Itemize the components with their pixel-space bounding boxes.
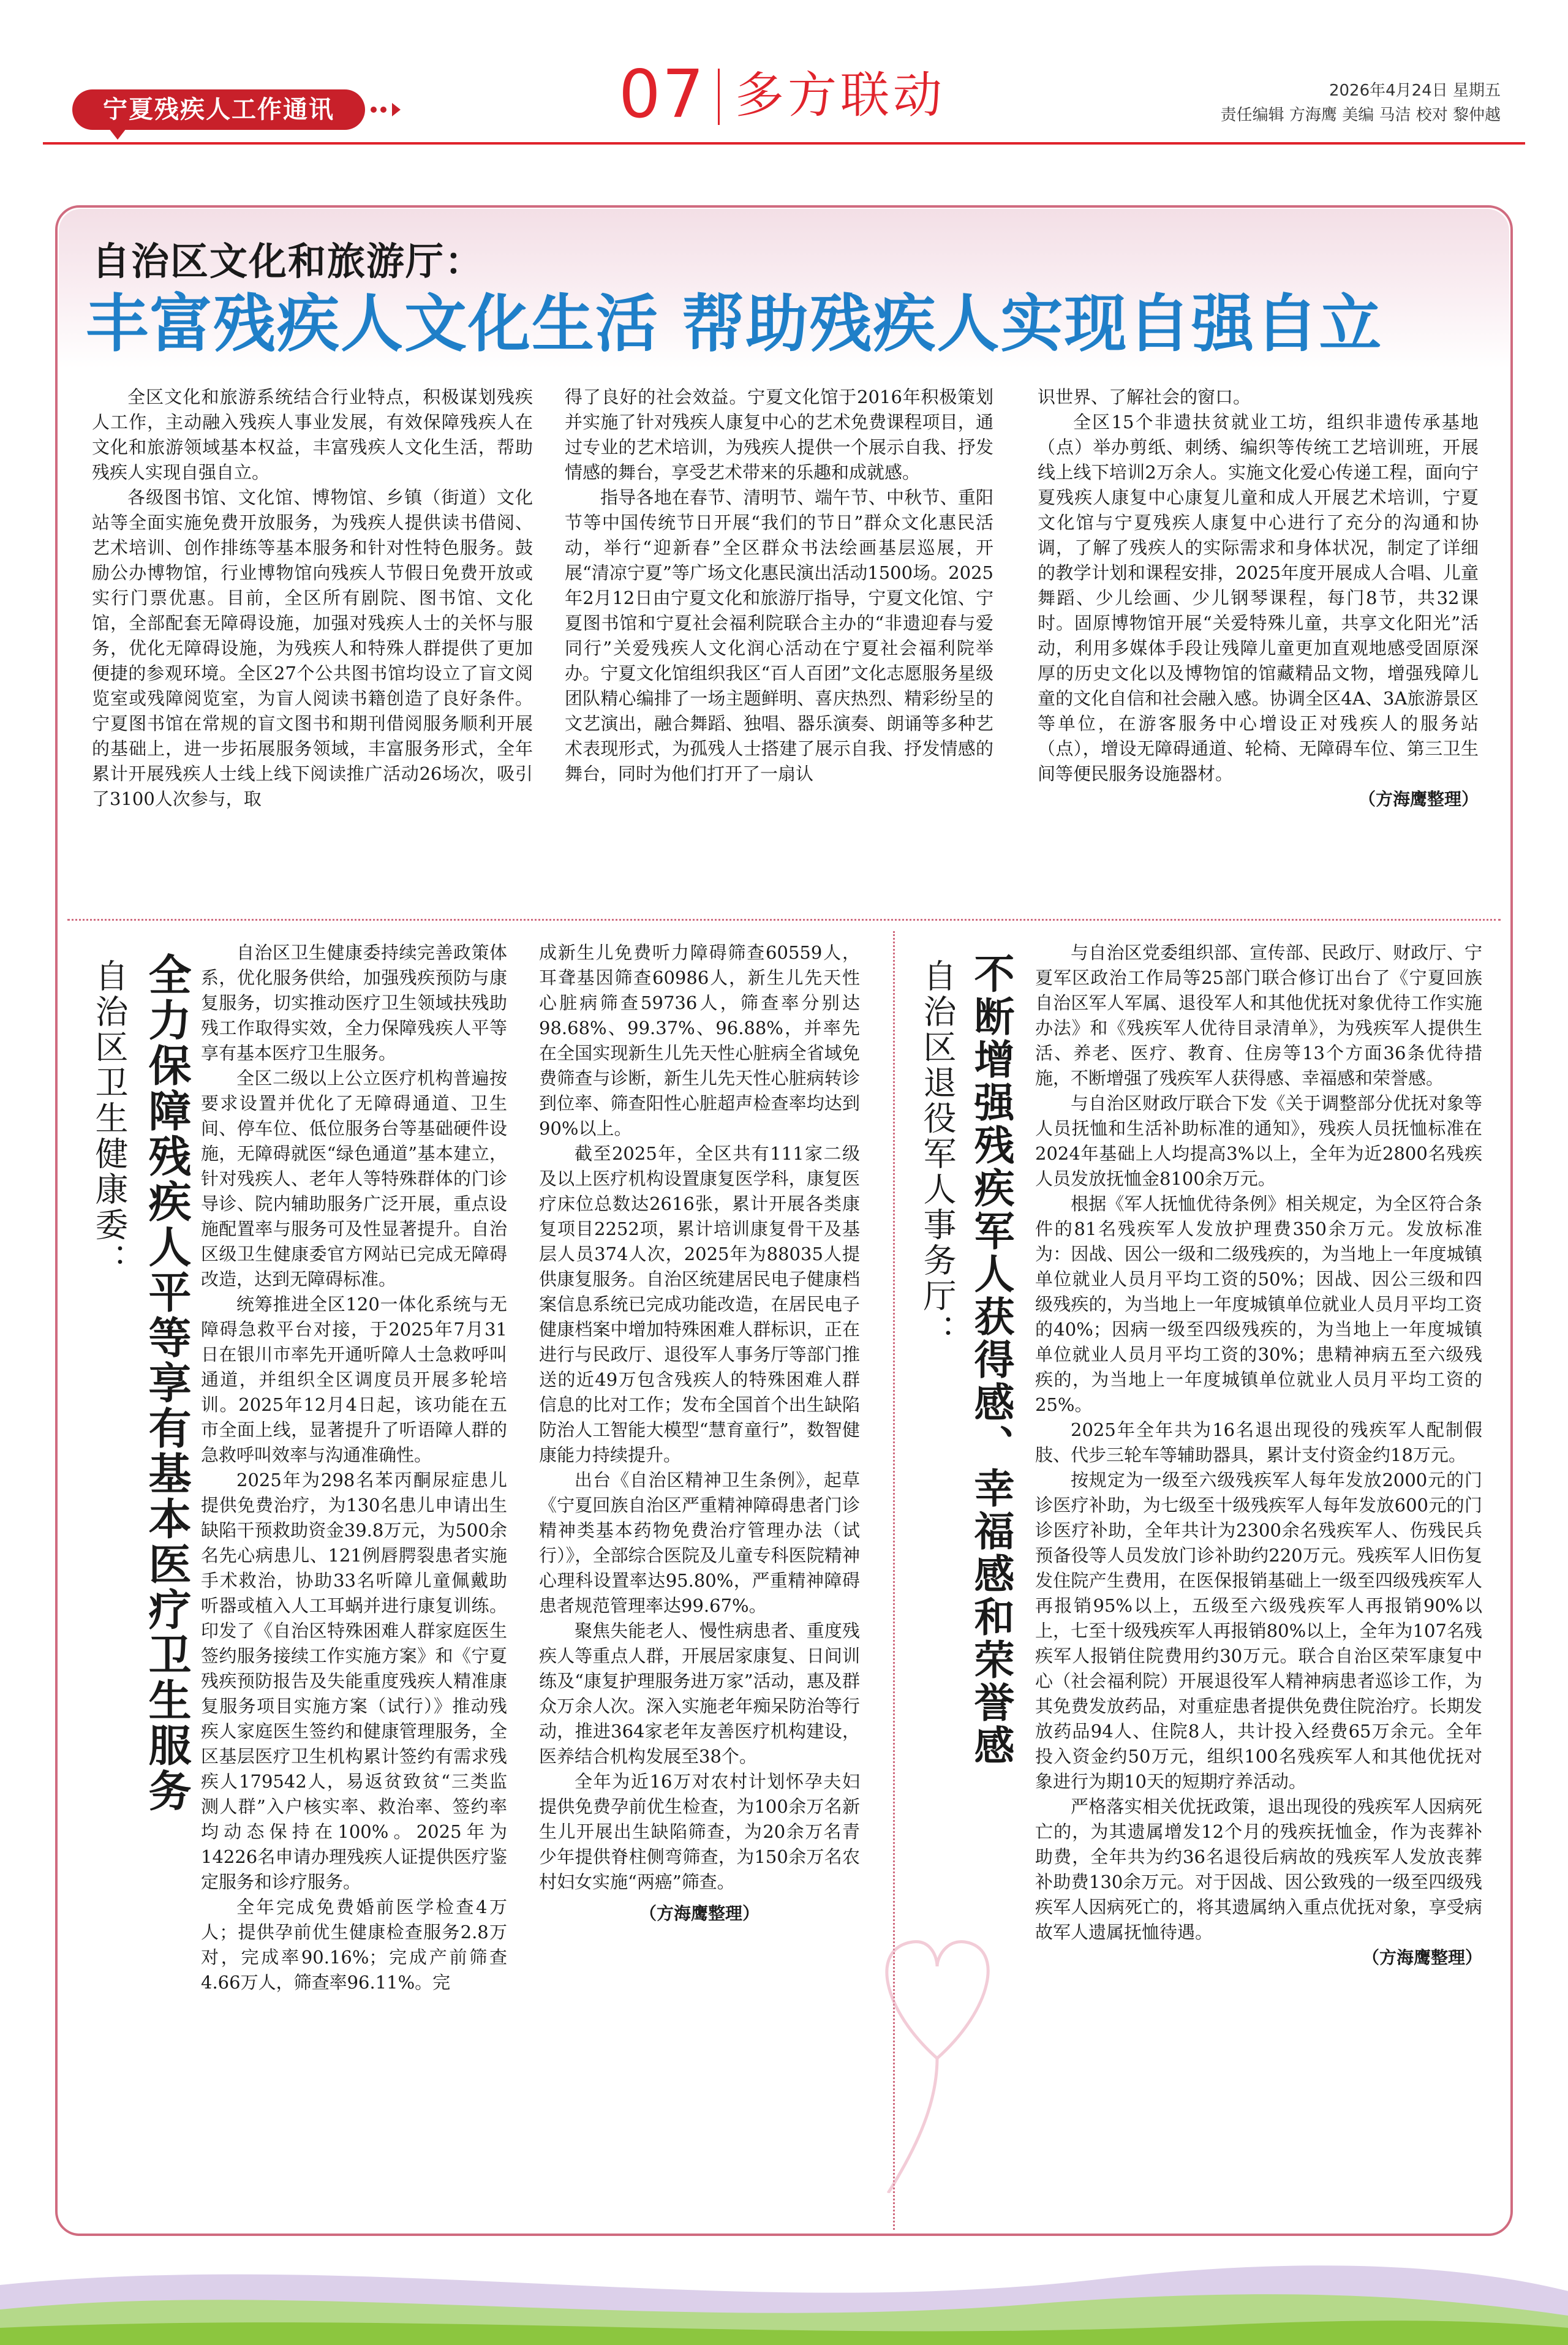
dateline xyxy=(1221,78,1501,127)
veterans-article-headline: 不断增强残疾军人获得感、幸福感和荣誉感 xyxy=(967,953,1014,1767)
paragraph: 与自治区党委组织部、宣传部、民政厅、财政厅、宁夏军区政治工作局等25部门联合修订出台了《宁夏回族自治区军人军属、退役军人和其他优抚对象优待工作实施办法》和《残疾军人优待目录清单》，为残疾军人提供生活、养老、医疗、教育、住房等13个方面36条优待措施，不断增强了残疾军人获得感、幸福感和荣誉感。 xyxy=(1035,942,1482,1089)
heart-line-deco xyxy=(845,1826,1029,2193)
lead-article-credit: （方海鹰整理） xyxy=(1358,789,1479,809)
paragraph: 自治区卫生健康委持续完善政策体系，优化服务供给，加强残疾预防与康复服务，切实推动医疗卫生领域扶残助残工作取得实效，全力保障残疾人平等享有基本医疗卫生服务。 xyxy=(201,942,507,1063)
paragraph: 严格落实相关优抚政策，退出现役的残疾军人因病死亡的，为其遗属增发12个月的残疾抚恤金，作为丧葬补助费，全年共为约36名退役后病故的残疾军人发放丧葬补助费130余万元。对于因战、因公致残的一级至四级残疾军人因病死亡的，将其遗属纳入重点优抚对象，享受病故军人遗属抚恤待遇。 xyxy=(1035,1796,1482,1943)
paragraph: 出台《自治区精神卫生条例》，起草《宁夏回族自治区严重精神障碍患者门诊精神类基本药物免费治疗管理办法（试行）》，全部综合医院及儿童专科医院精神心理科设置率达95.80%，严重精神障碍患者规范管理率达99.67%。 xyxy=(539,1470,860,1616)
lead-article-column-3 xyxy=(1038,385,1479,812)
paragraph: 全年完成免费婚前医学检查4万人；提供孕前优生健康检查服务2.8万对，完成率90.16%；完成产前筛查4.66万人，筛查率96.11%。完 xyxy=(201,1897,507,1993)
paragraph: 识世界、了解社会的窗口。 xyxy=(1038,387,1251,407)
masthead-divider xyxy=(718,69,720,125)
header-rule xyxy=(43,142,1525,145)
lead-article-headline: 丰富残疾人文化生活 帮助残疾人实现自强自立 xyxy=(86,288,1383,361)
paragraph: 按规定为一级至六级残疾军人每年发放2000元的门诊医疗补助，为七级至十级残疾军人每年发放600元的门诊医疗补助，全年共计为2300余名残疾军人、伤残民兵预备役等人员发放门诊补助约220万元。残疾军人旧伤复发住院产生费用，在医保报销基础上一级至四级残疾军人再报销95%以上，五级至六级残疾军人再报销90%以上，七至十级残疾军人再报销80%以上，全年为107名残疾军人报销住院费用约30万元。联合自治区荣军康复中心（社会福利院）开展退役军人精神病患者巡诊工作，为其免费发放药品，对重症患者提供免费住院治疗。长期发放药品94人、住院8人，共计投入经费65万余元。全年投入资金约50万元，组织100名残疾军人和其他优抚对象进行为期10天的短期疗养活动。 xyxy=(1035,1470,1482,1792)
paragraph: 指导各地在春节、清明节、端午节、中秋节、重阳节等中国传统节日开展“我们的节日”群众文化惠民活动，举行“迎新春”全区群众书法绘画基层巡展，开展“清凉宁夏”等广场文化惠民演出活动1500场。2025年2月12日由宁夏文化和旅游厅指导，宁夏文化馆、宁夏图书馆和宁夏社会福利院联合主办的“非遗迎春与爱同行”关爱残疾人文化润心活动在宁夏社会福利院举办。宁夏文化馆组织我区“百人百团”文化志愿服务星级团队精心编排了一场主题鲜明、喜庆热烈、精彩纷呈的文艺演出，融合舞蹈、独唱、器乐演奏、朗诵等多种艺术表现形式，为孤残人士搭建了展示自我、抒发情感的舞台，同时为他们打开了一扇认 xyxy=(565,487,993,784)
paragraph: 2025年为298名苯丙酮尿症患儿提供免费治疗，为130名患儿申请出生缺陷干预救助资金39.8万元，为500余名先心病患儿、121例唇腭裂患者实施手术救治，协助33名听障儿童佩戴助听器或植入人工耳蜗并进行康复训练。印发了《自治区特殊困难人群家庭医生签约服务接续工作实施方案》和《宁夏残疾预防报告及失能重度残疾人精准康复服务项目实施方案（试行）》推动残疾人家庭医生签约和健康管理服务，全区基层医疗卫生机构累计签约有需求残疾人179542人，易返贫致贫“三类监测人群”入户核实率、救治率、签约率均动态保持在100%。2025年为14226名申请办理残疾人证提供医疗鉴定服务和诊疗服务。 xyxy=(201,1470,507,1892)
paragraph: 截至2025年，全区共有111家二级及以上医疗机构设置康复医学科，康复医疗床位总数达2616张，累计开展各类康复项目2252项，累计培训康复骨干及基层人员374人次，2025年为88035人提供康复服务。自治区统建居民电子健康档案信息系统已完成功能改造，在居民电子健康档案中增加特殊困难人群标识，正在进行与民政厅、退役军人事务厅等部门推送的近49万包含残疾人的特殊困难人群信息的比对工作；发布全国首个出生缺陷防治人工智能大模型“慧育童行”，数智健康能力持续提升。 xyxy=(539,1143,860,1465)
paragraph: 统筹推进全区120一体化系统与无障碍急救平台对接，于2025年7月31日在银川市率先开通听障人士急救呼叫通道，并组织全区调度员开展多轮培训。2025年12月4日起，该功能在五市全面上线，显著提升了听语障人群的急救呼叫效率与沟通准确性。 xyxy=(201,1294,507,1465)
paragraph: 全区15个非遗扶贫就业工坊，组织非遗传承基地（点）举办剪纸、刺绣、编织等传统工艺培训班，开展线上线下培训2万余人。实施文化爱心传递工程，面向宁夏残疾人康复中心康复儿童和成人开展艺术培训，宁夏文化馆与宁夏残疾人康复中心进行了充分的沟通和协调，了解了残疾人的实际需求和身体状况，制定了详细的教学计划和课程安排，2025年度开展成人合唱、儿童舞蹈、少儿绘画、少儿钢琴课程，每门8节，共32课时。固原博物馆开展“关爱特殊儿童，共享文化阳光”活动，利用多媒体手段让残障儿童更加直观地感受固原深厚的历史文化以及博物馆的馆藏精品文物，增强残障儿童的文化自信和社会融入感。协调全区4A、3A旅游景区等单位，在游客服务中心增设正对残疾人的服务站（点），增设无障碍通道、轮椅、无障碍车位、第三卫生间等便民服务设施器材。 xyxy=(1038,412,1479,784)
paragraph: 2025年全年共为16名退出现役的残疾军人配制假肢、代步三轮车等辅助器具，累计支付资金约18万元。 xyxy=(1035,1419,1482,1465)
health-article-column-2 xyxy=(539,940,860,1926)
lead-article-column-2 xyxy=(565,385,993,787)
editor-credits: 责任编辑 方海鹰 美编 马洁 校对 黎仲越 xyxy=(1220,106,1501,124)
veterans-article-credit: （方海鹰整理） xyxy=(1362,1947,1482,1968)
page-number: 07 xyxy=(619,56,706,133)
lead-article-column-1 xyxy=(92,385,533,812)
paragraph: 全区文化和旅游系统结合行业特点，积极谋划残疾人工作，主动融入残疾人事业发展，有效保障残疾人在文化和旅游领域基本权益，丰富残疾人文化生活，帮助残疾人实现自强自立。 xyxy=(92,387,533,483)
section-title: 多方联动 xyxy=(735,67,946,124)
health-article-headline: 全力保障残疾人平等享有基本医疗卫生服务 xyxy=(141,953,192,1814)
paragraph: 成新生儿免费听力障碍筛查60559人，耳聋基因筛查60986人，新生儿先天性心脏病筛查59736人，筛查率分别达98.68%、99.37%、96.88%，并率先在全国实现新生儿先天性心脏病全省域免费筛查与诊断，新生儿先天性心脏病转诊到位率、筛查阳性心脏超声检查率均达到90%以上。 xyxy=(539,942,860,1139)
health-article-org: 自治区卫生健康委： xyxy=(90,959,129,1278)
bottom-wave-deco xyxy=(0,2242,1568,2345)
paragraph: 全区二级以上公立医疗机构普遍按要求设置并优化了无障碍通道、卫生间、停车位、低位服务台等基础硬件设施，无障碍就医“绿色通道”基本建立，针对残疾人、老年人等特殊群体的门诊导诊、院内辅助服务广泛开展，重点设施配置率与服务可及性显著提升。自治区级卫生健康委官方网站已完成无障碍改造，达到无障碍标准。 xyxy=(201,1068,507,1290)
health-article-credit: （方海鹰整理） xyxy=(639,1903,760,1924)
health-article-column-1 xyxy=(201,940,507,1995)
veterans-article-org: 自治区退役军人事务厅： xyxy=(918,959,957,1350)
newsletter-brand-badge: 宁夏残疾人工作通讯 xyxy=(72,89,365,130)
paragraph: 根据《军人抚恤优待条例》相关规定，为全区符合条件的81名残疾军人发放护理费350余万元。发放标准为：因战、因公一级和二级残疾的，为当地上一年度城镇单位就业人员月平均工资的50%；因战、因公三级和四级残疾的，为当地上一年度城镇单位就业人员月平均工资的40%；因病一级至四级残疾的，为当地上一年度城镇单位就业人员月平均工资的30%；患精神病五至六级残疾的，为当地上一年度城镇单位就业人员月平均工资的25%。 xyxy=(1035,1193,1482,1415)
veterans-article-column xyxy=(1035,940,1482,1970)
paragraph: 得了良好的社会效益。宁夏文化馆于2016年积极策划并实施了针对残疾人康复中心的艺术免费课程项目，通过专业的艺术培训，为残疾人提供一个展示自我、抒发情感的舞台，享受艺术带来的乐趣和成就感。 xyxy=(565,387,993,483)
lead-article-kicker: 自治区文化和旅游厅： xyxy=(92,239,484,284)
section-divider xyxy=(67,919,1501,921)
paragraph: 各级图书馆、文化馆、博物馆、乡镇（街道）文化站等全面实施免费开放服务，为残疾人提供读书借阅、艺术培训、创作排练等基本服务和针对性特色服务。鼓励公办博物馆，行业博物馆向残疾人节假日免费开放或实行门票优惠。目前，全区所有剧院、图书馆、文化馆，全部配套无障碍设施，加强对残疾人士的关怀与服务，优化无障碍设施，为残疾人和特殊人群提供了更加便捷的参观环境。全区27个公共图书馆均设立了盲文阅览室或残障阅览室，为盲人阅读书籍创造了良好条件。宁夏图书馆在常规的盲文图书和期刊借阅服务顺利开展的基础上，进一步拓展服务领域，丰富服务形式，全年累计开展残疾人士线上线下阅读推广活动26场次，吸引了3100人次参与，取 xyxy=(92,487,533,809)
paragraph: 全年为近16万对农村计划怀孕夫妇提供免费孕前优生检查，为100余万名新生儿开展出生缺陷筛查，为20余万名青少年提供脊柱侧弯筛查，为150余万名农村妇女实施“两癌”筛查。 xyxy=(539,1771,860,1892)
masthead xyxy=(0,0,1568,141)
paragraph: 与自治区财政厅联合下发《关于调整部分优抚对象等人员抚恤和生活补助标准的通知》，残疾人员抚恤标准在2024年基础上人均提高3%以上，全年为近2800名残疾人员发放抚恤金8100余万元。 xyxy=(1035,1093,1482,1189)
issue-date: 2026年4月24日 星期五 xyxy=(1329,81,1501,100)
paragraph: 聚焦失能老人、慢性病患者、重度残疾人等重点人群，开展居家康复、日间训练及“康复护理服务进万家”活动，惠及群众万余人次。深入实施老年痴呆防治等行动，推进364家老年友善医疗机构建设，医养结合机构发展至38个。 xyxy=(539,1620,860,1767)
dotted-accent-icon xyxy=(370,99,403,120)
